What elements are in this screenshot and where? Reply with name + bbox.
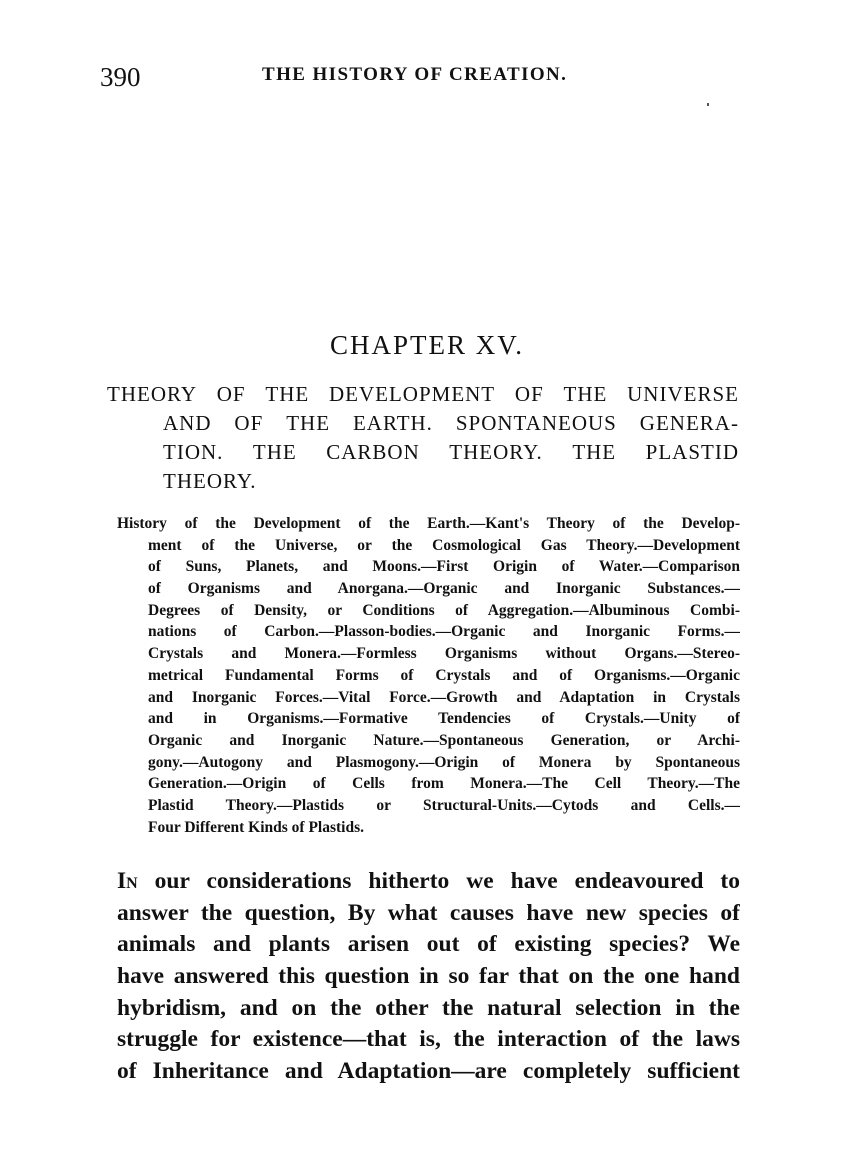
summary-line: metrical Fundamental Forms of Crystals and of Organisms.—Organic	[148, 666, 740, 684]
chapter-title-word: CARBON	[326, 440, 420, 464]
summary-line: of Organisms and Anorgana.—Organic and Inorganic Substances.—	[148, 580, 740, 598]
chapter-title-word: THEORY.	[449, 440, 543, 464]
chapter-title-word: GENERA-	[639, 411, 739, 435]
chapter-summary	[117, 513, 740, 838]
first-line-text: our considerations hitherto we have endeavoured to	[137, 868, 740, 894]
summary-line: Plastid Theory.—Plastids or Structural-Units.—Cytods and Cells.—	[148, 796, 740, 814]
body-line: hybridism, and on the other the natural selection in the	[117, 994, 740, 1021]
summary-line: History of the Development of the Earth.—Kant's Theory of the Develop-	[117, 515, 740, 532]
running-head	[100, 62, 750, 92]
summary-line: Organic and Inorganic Nature.—Spontaneous Generation, or Archi-	[148, 731, 740, 749]
chapter-title-word: PLASTID	[645, 440, 739, 464]
chapter-title-word: THE	[286, 411, 331, 435]
chapter-title-word: THE	[265, 382, 310, 406]
summary-line: Crystals and Monera.—Formless Organisms without Organs.—Stereo-	[148, 645, 740, 663]
body-line: struggle for existence—that is, the interaction of the laws	[117, 1026, 740, 1053]
chapter-title-word: OF	[514, 382, 544, 406]
chapter-title-word: TION.	[163, 440, 224, 464]
body-line: answer the question, By what causes have new species of	[117, 899, 740, 926]
summary-line: ment of the Universe, or the Cosmological Gas Theory.—Development	[148, 536, 740, 554]
body-line: of Inheritance and Adaptation—are completely sufficient	[117, 1058, 740, 1085]
chapter-title-word: OF	[234, 411, 264, 435]
chapter-title-word: OF	[216, 382, 246, 406]
chapter-title-word: THE	[572, 440, 617, 464]
body-paragraph	[117, 866, 740, 1088]
chapter-title-line	[163, 467, 739, 496]
chapter-title-word: THE	[252, 440, 297, 464]
chapter-title-word: SPONTANEOUS	[455, 411, 617, 435]
summary-line: Four Different Kinds of Plastids.	[148, 818, 365, 836]
summary-line: Generation.—Origin of Cells from Monera.—The Cell Theory.—The	[148, 775, 740, 793]
chapter-title-word: EARTH.	[352, 411, 433, 435]
chapter-title-line	[163, 409, 739, 438]
chapter-title-word: THEORY.	[163, 469, 257, 493]
chapter-number: CHAPTER XV.	[329, 330, 525, 360]
chapter-title-word: UNIVERSE	[627, 382, 739, 406]
page-number: 390	[100, 62, 141, 92]
summary-line: nations of Carbon.—Plasson-bodies.—Organic and Inorganic Forms.—	[148, 623, 740, 641]
print-speck	[707, 103, 709, 106]
summary-line: of Suns, Planets, and Moons.—First Origin of Water.—Comparison	[148, 558, 740, 576]
chapter-title-word: THEORY	[107, 382, 197, 406]
chapter-title	[107, 380, 739, 496]
summary-line: and Inorganic Forces.—Vital Force.—Growth and Adaptation in Crystals	[148, 688, 740, 706]
summary-line: and in Organisms.—Formative Tendencies of Crystals.—Unity of	[148, 710, 740, 728]
opening-word: In	[117, 868, 138, 894]
chapter-title-word: DEVELOPMENT	[328, 382, 496, 406]
body-line	[117, 866, 740, 898]
chapter-title-word: THE	[563, 382, 608, 406]
body-line: animals and plants arisen out of existing species? We	[117, 931, 740, 958]
chapter-title-line	[163, 438, 739, 467]
body-line: have answered this question in so far that on the one hand	[117, 963, 740, 990]
running-title: THE HISTORY OF CREATION.	[262, 64, 568, 85]
chapter-title-line	[107, 380, 739, 409]
chapter-title-word: AND	[163, 411, 212, 435]
summary-line: gony.—Autogony and Plasmogony.—Origin of Monera by Spontaneous	[148, 753, 740, 771]
summary-line: Degrees of Density, or Conditions of Aggregation.—Albuminous Combi-	[148, 601, 740, 619]
